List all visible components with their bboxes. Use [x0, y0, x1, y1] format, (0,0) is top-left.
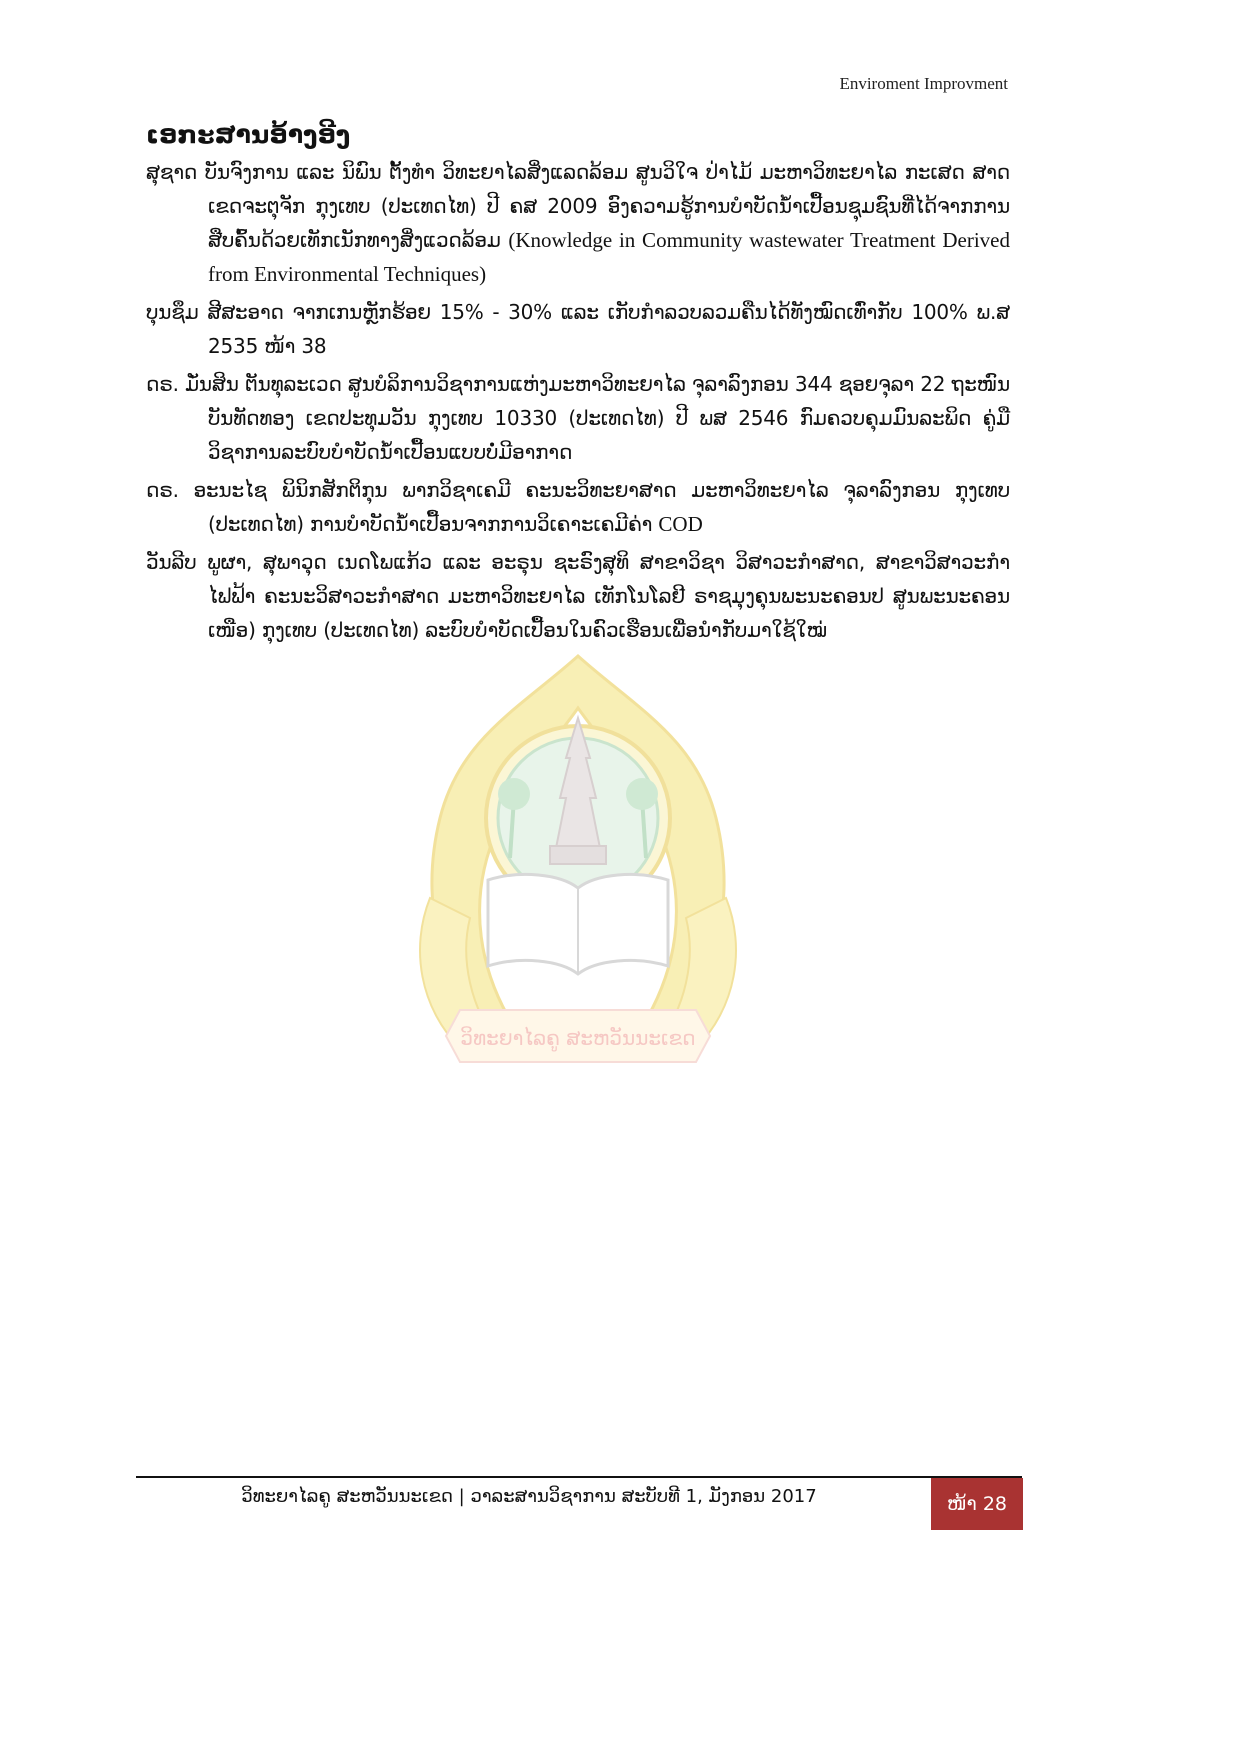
- watermark-caption: ວິທະຍາໄລຄູ ສະຫວັນນະເຂດ: [460, 1026, 696, 1050]
- references-section: [146, 120, 1010, 651]
- page-number: ໜ້າ 28: [947, 1493, 1007, 1515]
- reference-latin-text: COD: [658, 512, 703, 536]
- reference-item: [146, 155, 1010, 291]
- reference-text: ບຸນຊຶມ ສີສະອາດ ຈາກເກນຫຼັກຮ້ອຍ 15% - 30% ແລະ ເກັບກຳລວບລວມຄືນໄດ້ທັງໝົດເທົ່າກັບ 100% ພ.ສ 2535 ໜ້າ 38: [146, 300, 1010, 358]
- reference-list: [146, 155, 1010, 647]
- reference-text: ດຣ. ມັ່ນສິນ ຕັນທຸລະເວດ ສູນບໍລິການວິຊາການແຫ່ງມະຫາວິທະຍາໄລ ຈຸລາລົງກອນ 344 ຊອຍຈຸລາ 22 ຖະໜົນບັນທັດທອງ ເຂດປະທຸມວັນ ກຸງເທບ 10330 (ປະເທດໄທ) ປີ ພສ 2546 ກົມຄວບຄຸມມົນລະພິດ ຄູ່ມືວິຊາການລະບົບບຳບັດນ້ຳເປື້ອນແບບບໍ່ມີອາກາດ: [146, 372, 1010, 464]
- running-header: Enviroment Improvment: [839, 74, 1008, 93]
- reference-latin-text: (Knowledge in Community wastewater Treatment Derived from Environmental Techniques): [208, 228, 1010, 286]
- reference-item: [146, 367, 1010, 469]
- reference-item: [146, 473, 1010, 541]
- reference-text: ດຣ. ອະນະໄຊ ພິນິກສັກຕິກຸນ ພາກວິຊາເຄມີ ຄະນະວິທະຍາສາດ ມະຫາວິທະຍາໄລ ຈຸລາລົງກອນ ກຸງເທບ (ປະເທດໄທ) ການບຳບັດນ້ຳເປື້ອນຈາກການວິເຄາະເຄມີຄ່າ: [146, 478, 1010, 536]
- section-title: ເອກະສານອ້າງອີງ: [146, 120, 351, 149]
- footer-divider: [136, 1476, 1022, 1478]
- page-number-badge: [931, 1478, 1023, 1530]
- reference-item: [146, 545, 1010, 647]
- college-emblem-watermark: [400, 648, 756, 1080]
- reference-text: ສຸຊາດ ບັນຈົງການ ແລະ ນິພົນ ຕັ້ງທຳ ວິທະຍາໄລສິ່ງແລດລ້ອມ ສູນວິໃຈ ປ່າໄມ້ ມະຫາວິທະຍາໄລ ກະເສດ ສາດ ເຂດຈະຕຸຈັກ ກຸງເທບ (ປະເທດໄທ) ປີ ຄສ 2009 ອົງຄວາມຮູ້ການບຳບັດນ້ຳເປື້ອນຊຸມຊົນທີ່ໄດ້ຈາກການສືບຄົ້ນດ້ວຍເທັກເນັກທາງສິ່ງແວດລ້ອມ: [146, 160, 1010, 252]
- reference-item: [146, 295, 1010, 363]
- footer-journal-line: ວິທະຍາໄລຄູ ສະຫວັນນະເຂດ | ວາລະສານວິຊາການ ສະບັບທີ 1, ມັງກອນ 2017: [241, 1486, 817, 1507]
- reference-text: ວັນລີບ ພູຜາ, ສຸພາວຸດ ເນດໂພແກ້ວ ແລະ ອະຣຸນ ຊະຣົງສຸທິ ສາຂາວິຊາ ວິສາວະກຳສາດ, ສາຂາວິສາວະກຳໄຟຟ້າ ຄະນະວິສາວະກຳສາດ ມະຫາວິທະຍາໄລ ເທັກໂນໂລຢີ ຣາຊມຸງຄຸນພະນະຄອນປ ສູນພະນະຄອນເໜືອ) ກຸງເທບ (ປະເທດໄທ) ລະບົບບຳບັດເປື້ອນໃນຄົວເຮືອນເພື່ອນຳກັບມາໃຊ້ໃໝ່: [146, 550, 1010, 642]
